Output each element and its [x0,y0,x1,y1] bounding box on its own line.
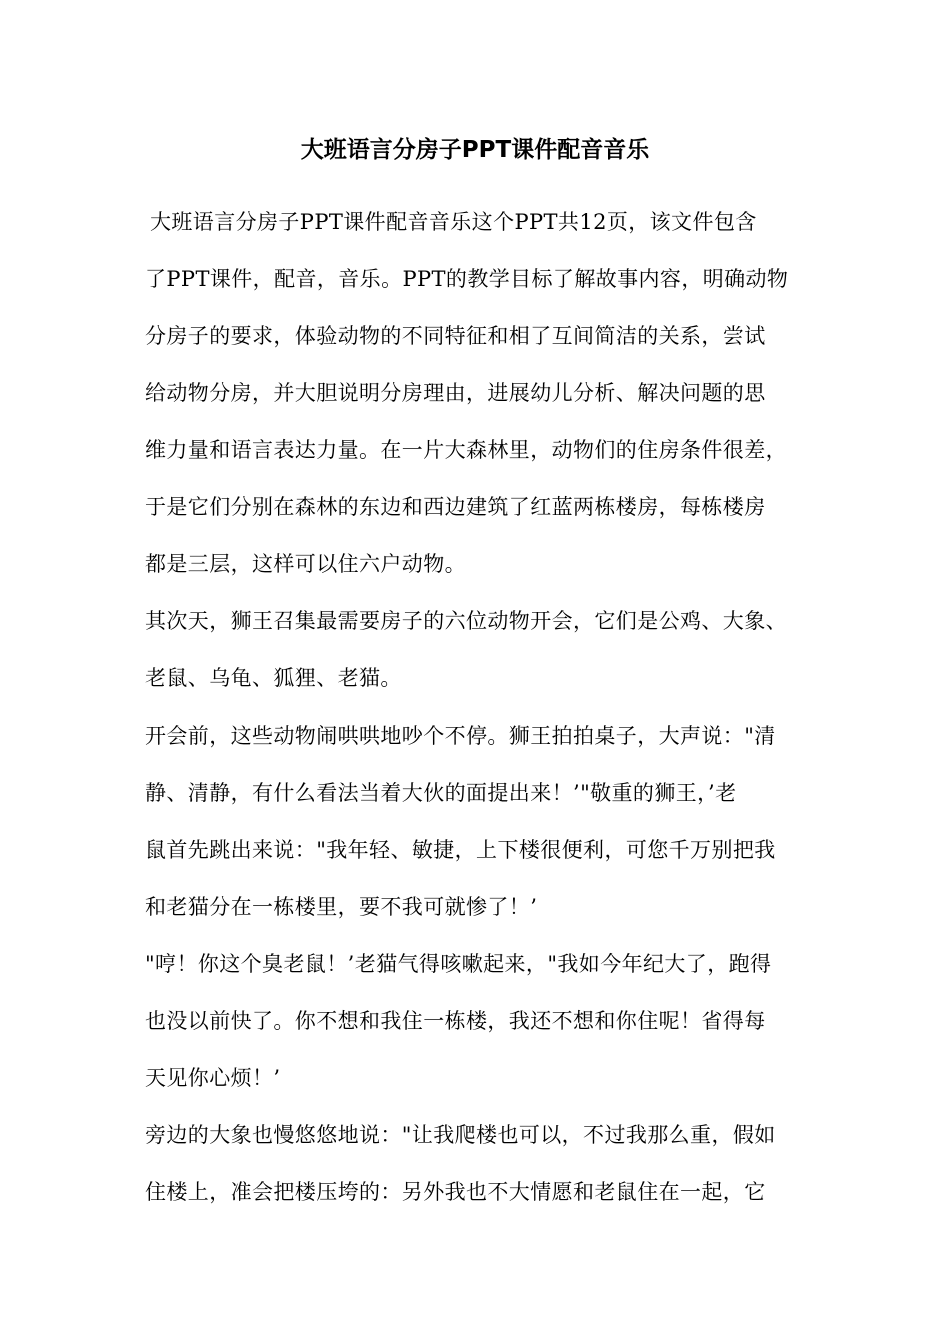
paragraph-line: 也没以前快了。你不想和我住一栋楼，我还不想和你住呢！省得每 [145,1009,766,1033]
document-title: 大班语言分房子PPT课件配音音乐 [300,137,650,163]
paragraph-line: 了PPT课件，配音，音乐。PPT的教学目标了解故事内容，明确动物 [145,267,789,291]
paragraph-line: 旁边的大象也慢悠悠地说："让我爬楼也可以，不过我那么重，假如 [145,1123,776,1147]
paragraph-line: 天见你心烦！’ [145,1066,281,1090]
paragraph-line: 维力量和语言表达力量。在一片大森林里，动物们的住房条件很差， [145,438,787,462]
paragraph-line: 静、清静，有什么看法当着大伙的面提出来！’"敬重的狮王，’老 [145,781,737,805]
paragraph-line: 鼠首先跳出来说："我年轻、敏捷，上下楼很便利，可您千万别把我 [145,838,776,862]
paragraph-line: 老鼠、乌龟、狐狸、老猫。 [145,666,402,690]
paragraph-line: 大班语言分房子PPT课件配音音乐这个PPT共12页，该文件包含 [150,210,757,234]
paragraph-line: "哼！你这个臭老鼠！’老猫气得咳嗽起来，"我如今年纪大了，跑得 [145,952,772,976]
paragraph-line: 给动物分房，并大胆说明分房理由，进展幼儿分析、解决问题的思 [145,381,766,405]
paragraph-line: 其次天，狮王召集最需要房子的六位动物开会，它们是公鸡、大象、 [145,609,787,633]
paragraph-line: 开会前，这些动物闹哄哄地吵个不停。狮王拍拍桌子，大声说："清 [145,724,776,748]
paragraph-line: 于是它们分别在森林的东边和西边建筑了红蓝两栋楼房，每栋楼房 [145,495,766,519]
paragraph-line: 和老猫分在一栋楼里，要不我可就惨了！’ [145,895,538,919]
paragraph-line: 分房子的要求，体验动物的不同特征和相了互间简洁的关系，尝试 [145,324,766,348]
paragraph-line: 住楼上，准会把楼压垮的：另外我也不大情愿和老鼠住在一起，它 [145,1180,766,1204]
paragraph-line: 都是三层，这样可以住六户动物。 [145,552,466,576]
